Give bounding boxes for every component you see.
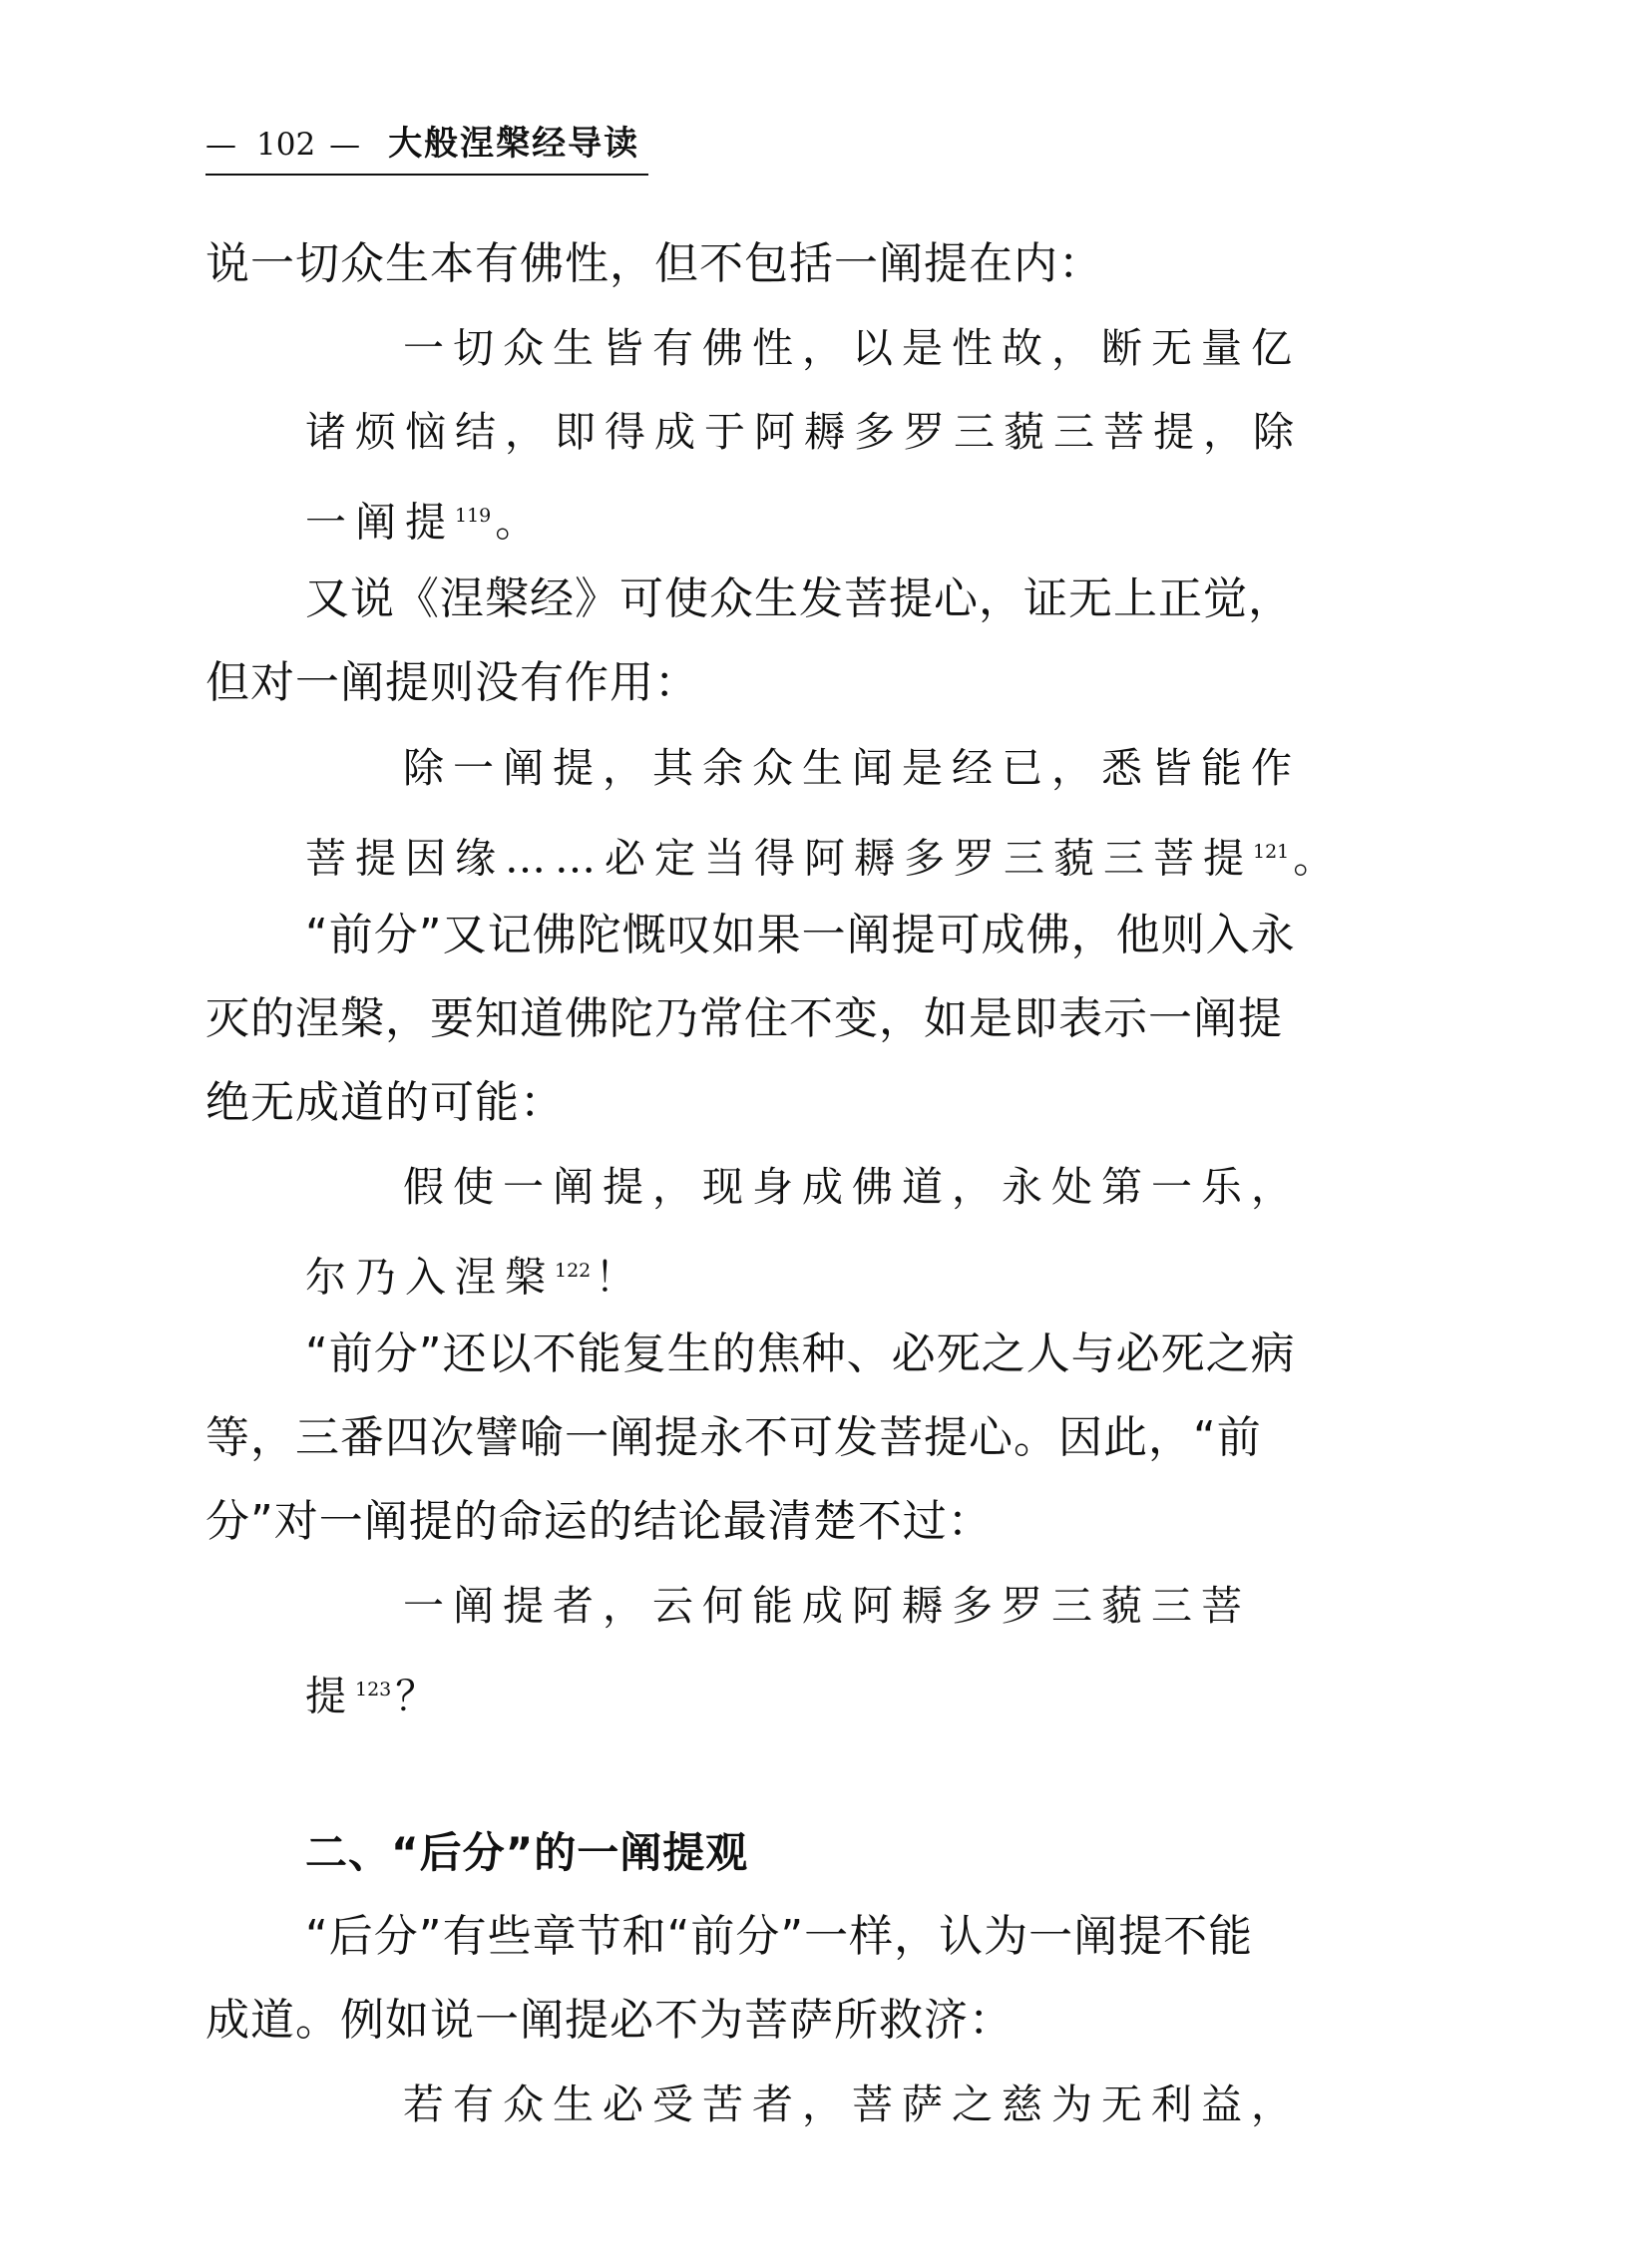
body-line: 成道。例如说一阐提必不为菩萨所救济： [205, 1995, 1014, 2046]
quote-line: 一阐提者，云何能成阿耨多罗三藐三菩 [403, 1582, 1251, 1630]
body-line: 分”对一阐提的命运的结论最清楚不过： [205, 1496, 993, 1547]
book-title: 大般涅槃经导读 [388, 124, 640, 164]
body-line: 说一切众生本有佛性，但不包括一阐提在内： [205, 238, 1103, 289]
footnote-marker: 121 [1253, 841, 1290, 863]
body-line: 又说《涅槃经》可使众生发菩提心，证无上正觉， [305, 573, 1293, 624]
footnote-marker: 119 [455, 505, 492, 527]
header-dash-left: — [205, 127, 242, 163]
body-line: “前分”还以不能复生的焦种、必死之人与必死之病 [305, 1328, 1296, 1379]
body-line: 绝无成道的可能： [205, 1077, 565, 1128]
quote-line: 诸烦恼结，即得成于阿耨多罗三藐三菩提，除 [305, 408, 1303, 456]
quote-line: 尔乃入涅槃$^{122}$！ [305, 1253, 645, 1302]
quote-line: 假使一阐提，现身成佛道，永处第一乐， [403, 1163, 1301, 1211]
body-line: 灭的涅槃，要知道佛陀乃常住不变，如是即表示一阐提 [205, 993, 1283, 1044]
section-heading: 二、“后分”的一阐提观 [305, 1828, 749, 1877]
footnote-marker: 123 [355, 1679, 392, 1701]
quote-line: 一切众生皆有佛性，以是性故，断无量亿 [403, 324, 1301, 372]
quote-line: 一阐提$^{119}$。 [305, 498, 546, 547]
quote-line: 若有众生必受苦者，菩萨之慈为无利益， [403, 2080, 1301, 2128]
body-line: 等，三番四次譬喻一阐提永不可发菩提心。因此，“前 [205, 1412, 1262, 1463]
running-header [205, 122, 648, 176]
quote-line: 除一阐提，其余众生闻是经已，悉皆能作 [403, 744, 1301, 792]
body-line: 但对一阐提则没有作用： [205, 657, 699, 708]
footnote-marker: 122 [555, 1260, 592, 1282]
quote-line: 提$^{123}$？ [305, 1672, 446, 1720]
body-line: “后分”有些章节和“前分”一样，认为一阐提不能 [305, 1911, 1254, 1962]
header-dash-right: — [329, 127, 367, 163]
body-line: “前分”又记佛陀慨叹如果一阐提可成佛，他则入永 [305, 910, 1296, 960]
quote-line: 菩提因缘……必定当得阿耨多罗三藐三菩提$^{121}$。 [305, 834, 1344, 883]
page-number: 102 [256, 127, 316, 163]
